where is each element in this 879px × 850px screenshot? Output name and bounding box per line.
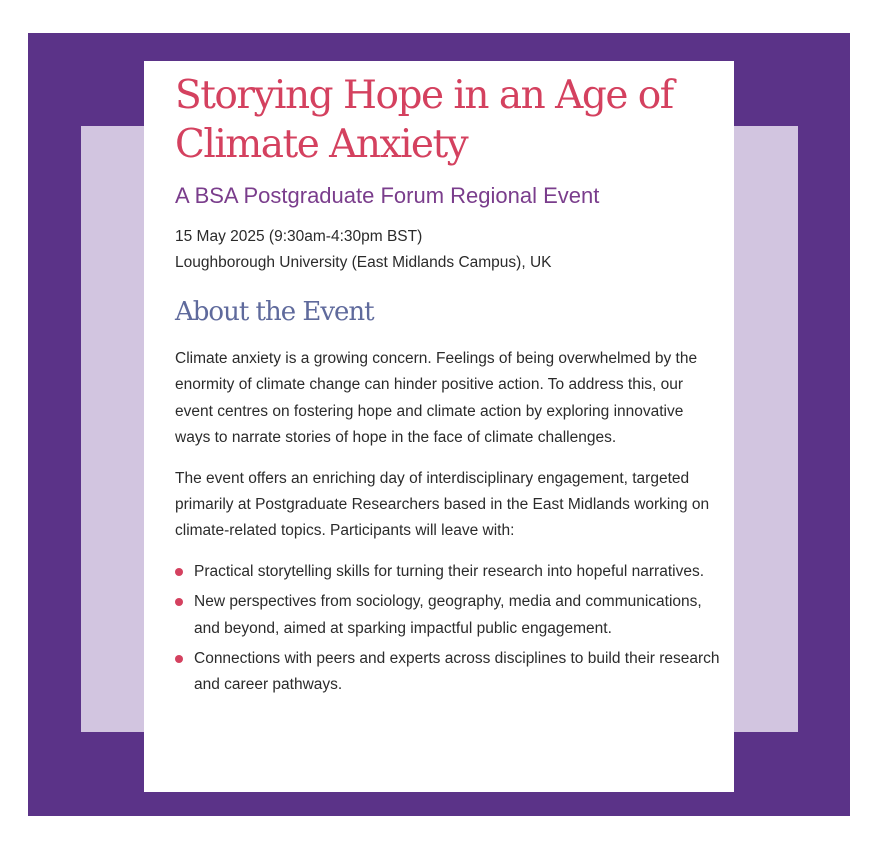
list-item-text: New perspectives from sociology, geography, media and communications, and beyond, aimed at sparking impactful public engagement. xyxy=(194,593,702,637)
about-heading: About the Event xyxy=(175,297,374,327)
outcomes-list xyxy=(175,559,720,699)
list-item xyxy=(175,559,720,585)
bullet-dot-icon xyxy=(175,568,183,576)
bullet-dot-icon xyxy=(175,655,183,663)
event-title: Storying Hope in an Age of Climate Anxiety xyxy=(175,73,673,167)
event-subtitle: A BSA Postgraduate Forum Regional Event xyxy=(175,183,600,208)
event-meta xyxy=(175,224,720,276)
list-item xyxy=(175,589,720,642)
about-paragraph-2: The event offers an enriching day of interdisciplinary engagement, targeted primarily at Postgraduate Researchers based in the East Midlands working on climate-related topics. Participants will leave with: xyxy=(175,469,710,540)
event-card xyxy=(144,61,734,792)
list-item-text: Connections with peers and experts across disciplines to build their research and career pathways. xyxy=(194,650,720,694)
event-location: Loughborough University (East Midlands Campus), UK xyxy=(175,254,552,271)
list-item xyxy=(175,646,720,699)
list-item-text: Practical storytelling skills for turning their research into hopeful narratives. xyxy=(194,562,705,580)
about-paragraph-1: Climate anxiety is a growing concern. Feelings of being overwhelmed by the enormity of climate change can hinder positive action. To address this, our event centres on fostering hope and climate action by exploring innovative ways to narrate stories of hope in the face of climate challenges. xyxy=(175,350,698,447)
event-date-time: 15 May 2025 (9:30am-4:30pm BST) xyxy=(175,228,423,245)
bullet-dot-icon xyxy=(175,598,183,606)
